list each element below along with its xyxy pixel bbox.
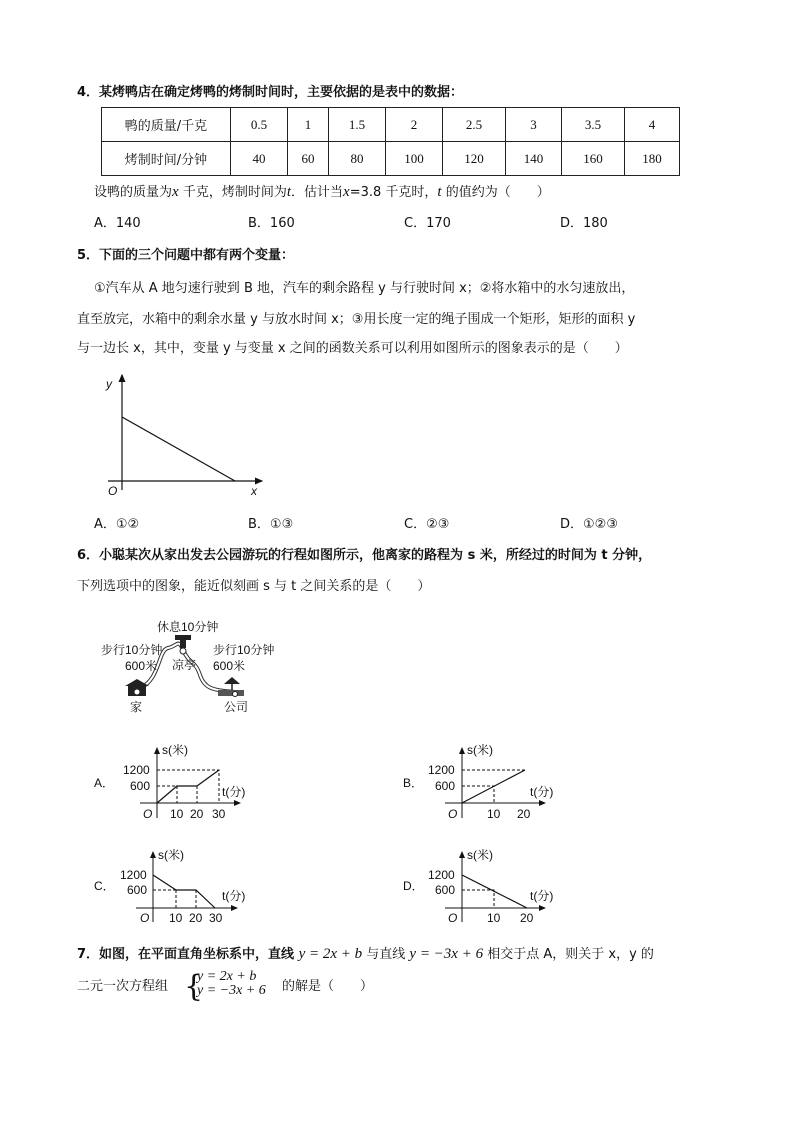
table-cell: 100 bbox=[386, 142, 443, 176]
q4-stem: 4．某烤鸭店在确定烤鸭的烤制时间时，主要依据的是表中的数据： bbox=[77, 85, 464, 100]
company-label: 公司 bbox=[224, 700, 249, 714]
q5-line2: 直至放完，水箱中的剩余水量 y 与放水时间 x；③用长度一定的绳子围成一个矩形，矩形的面积 y bbox=[77, 312, 636, 327]
origin-label: O bbox=[143, 807, 153, 821]
y-tick: 1200 bbox=[428, 763, 455, 777]
table-cell: 1.5 bbox=[329, 108, 386, 142]
text: 设鸭的质量为 bbox=[94, 185, 173, 200]
x-tick: 10 bbox=[169, 911, 183, 925]
y-label: s(米) bbox=[467, 743, 493, 757]
pavilion-label: 凉亭 bbox=[172, 658, 197, 672]
y-label: s(米) bbox=[467, 848, 493, 862]
graph-line bbox=[157, 770, 219, 803]
table-cell: 180 bbox=[625, 142, 680, 176]
q4-option-a[interactable]: A．140 bbox=[94, 216, 141, 231]
table-cell: 4 bbox=[625, 108, 680, 142]
x-label: t(分) bbox=[222, 889, 246, 903]
brace: { bbox=[184, 969, 204, 1004]
equation: y = −3x + 6 bbox=[409, 946, 484, 962]
x-tick: 30 bbox=[212, 807, 226, 821]
rest-label: 休息10分钟 bbox=[157, 620, 219, 634]
x-tick: 20 bbox=[190, 807, 204, 821]
table-cell: 2 bbox=[386, 108, 443, 142]
pavilion-icon bbox=[175, 635, 191, 640]
x-tick: 20 bbox=[517, 807, 531, 821]
x-tick: 10 bbox=[170, 807, 184, 821]
table-cell: 140 bbox=[506, 142, 562, 176]
y-tick: 600 bbox=[435, 883, 456, 897]
y-tick: 1200 bbox=[120, 868, 147, 882]
table-cell: 1 bbox=[288, 108, 329, 142]
text: 千克，烤制时间为 bbox=[178, 185, 287, 200]
q5-option-c[interactable]: C．②③ bbox=[404, 517, 450, 532]
x-tick: 30 bbox=[209, 911, 223, 925]
q5-option-b[interactable]: B．①③ bbox=[248, 517, 294, 532]
table-cell: 3 bbox=[506, 108, 562, 142]
walk-right-label: 步行10分钟 bbox=[213, 643, 275, 657]
y-tick: 1200 bbox=[428, 868, 455, 882]
dist-left-label: 600米 bbox=[125, 659, 158, 673]
table-cell: 2.5 bbox=[443, 108, 506, 142]
option-label[interactable]: A． bbox=[94, 776, 115, 790]
equation: y = 2x + b bbox=[298, 946, 363, 962]
row-header: 鸭的质量/千克 bbox=[102, 108, 231, 142]
x-tick: 10 bbox=[487, 807, 501, 821]
y-tick: 600 bbox=[435, 779, 456, 793]
origin-label: O bbox=[448, 807, 458, 821]
text: =3.8 千克时， bbox=[349, 185, 438, 200]
q5-graph bbox=[105, 375, 262, 498]
var: x bbox=[343, 184, 350, 200]
origin-label: O bbox=[448, 911, 458, 925]
dist-right-label: 600米 bbox=[213, 659, 246, 673]
x-tick: 20 bbox=[520, 911, 534, 925]
q4-option-d[interactable]: D．180 bbox=[560, 216, 608, 231]
equation: y = 2x + b bbox=[197, 969, 257, 984]
q5-option-a[interactable]: A．①② bbox=[94, 517, 140, 532]
option-label[interactable]: B． bbox=[403, 776, 424, 790]
q6-graph-b bbox=[403, 742, 553, 821]
option-label[interactable]: D． bbox=[403, 879, 424, 893]
var: x bbox=[172, 184, 179, 200]
option-label[interactable]: C． bbox=[94, 879, 115, 893]
x-tick: 10 bbox=[487, 911, 501, 925]
origin-label: O bbox=[108, 484, 118, 498]
q7-line2-b: 的解是（ ） bbox=[282, 979, 374, 994]
table-cell: 120 bbox=[443, 142, 506, 176]
x-label: t(分) bbox=[530, 785, 554, 799]
q6-route-illustration bbox=[101, 619, 274, 714]
q6-graph-d bbox=[403, 847, 553, 925]
walk-left-label: 步行10分钟 bbox=[101, 643, 163, 657]
text: ．估计当 bbox=[291, 185, 344, 200]
origin-label: O bbox=[140, 911, 150, 925]
q5-option-d[interactable]: D．①②③ bbox=[560, 517, 618, 532]
q6-graph-c bbox=[94, 847, 245, 925]
x-tick: 20 bbox=[189, 911, 203, 925]
y-label: y bbox=[106, 377, 112, 391]
home-label: 家 bbox=[130, 700, 143, 714]
q4-option-c[interactable]: C．170 bbox=[404, 216, 451, 231]
text: 与直线 bbox=[362, 947, 410, 962]
y-label: s(米) bbox=[162, 743, 188, 757]
x-label: t(分) bbox=[222, 785, 246, 799]
y-tick: 600 bbox=[127, 883, 148, 897]
table-cell: 40 bbox=[231, 142, 288, 176]
table-cell: 0.5 bbox=[231, 108, 288, 142]
y-tick: 600 bbox=[130, 779, 151, 793]
table-cell: 3.5 bbox=[562, 108, 625, 142]
y-tick: 1200 bbox=[123, 763, 150, 777]
text: 相交于点 A，则关于 x，y 的 bbox=[483, 947, 654, 962]
row-header: 烤制时间/分钟 bbox=[102, 142, 231, 176]
table-cell: 60 bbox=[288, 142, 329, 176]
text: 的值约为（ ） bbox=[441, 185, 550, 200]
text: 7．如图，在平面直角坐标系中，直线 bbox=[77, 947, 299, 962]
graph-line bbox=[122, 417, 235, 481]
text: 6．小聪某次从家出发去公园游玩的行程如图所示，他离家的路程为 s 米，所经过的时间为 t 分钟， bbox=[77, 548, 652, 563]
x-label: x bbox=[251, 484, 257, 498]
equation-system bbox=[197, 970, 266, 998]
x-label: t(分) bbox=[530, 889, 554, 903]
var: t bbox=[286, 184, 291, 200]
q6-line2: 下列选项中的图象，能近似刻画 s 与 t 之间关系的是（ ） bbox=[77, 579, 431, 594]
q7-line1 bbox=[77, 946, 654, 963]
table-cell: 160 bbox=[562, 142, 625, 176]
y-label: s(米) bbox=[158, 848, 184, 862]
q6-graph-a bbox=[94, 742, 245, 821]
var: t bbox=[437, 184, 442, 200]
q5-line1: ①汽车从 A 地匀速行驶到 B 地，汽车的剩余路程 y 与行驶时间 x；②将水箱中的水匀速放出， bbox=[94, 281, 635, 296]
company-icon bbox=[224, 677, 240, 684]
q6-line1 bbox=[77, 548, 651, 564]
graph-line bbox=[462, 770, 525, 803]
graph-line bbox=[153, 875, 215, 908]
q5-stem: 5．下面的三个问题中都有两个变量： bbox=[77, 248, 295, 263]
q4-option-b[interactable]: B．160 bbox=[248, 216, 295, 231]
q5-line3: 与一边长 x，其中，变量 y 与变量 x 之间的函数关系可以利用如图所示的图象表示的是（ ） bbox=[77, 341, 628, 356]
q7-line2-a: 二元一次方程组 bbox=[77, 979, 169, 994]
table-cell: 80 bbox=[329, 142, 386, 176]
equation: y = −3x + 6 bbox=[197, 983, 266, 998]
